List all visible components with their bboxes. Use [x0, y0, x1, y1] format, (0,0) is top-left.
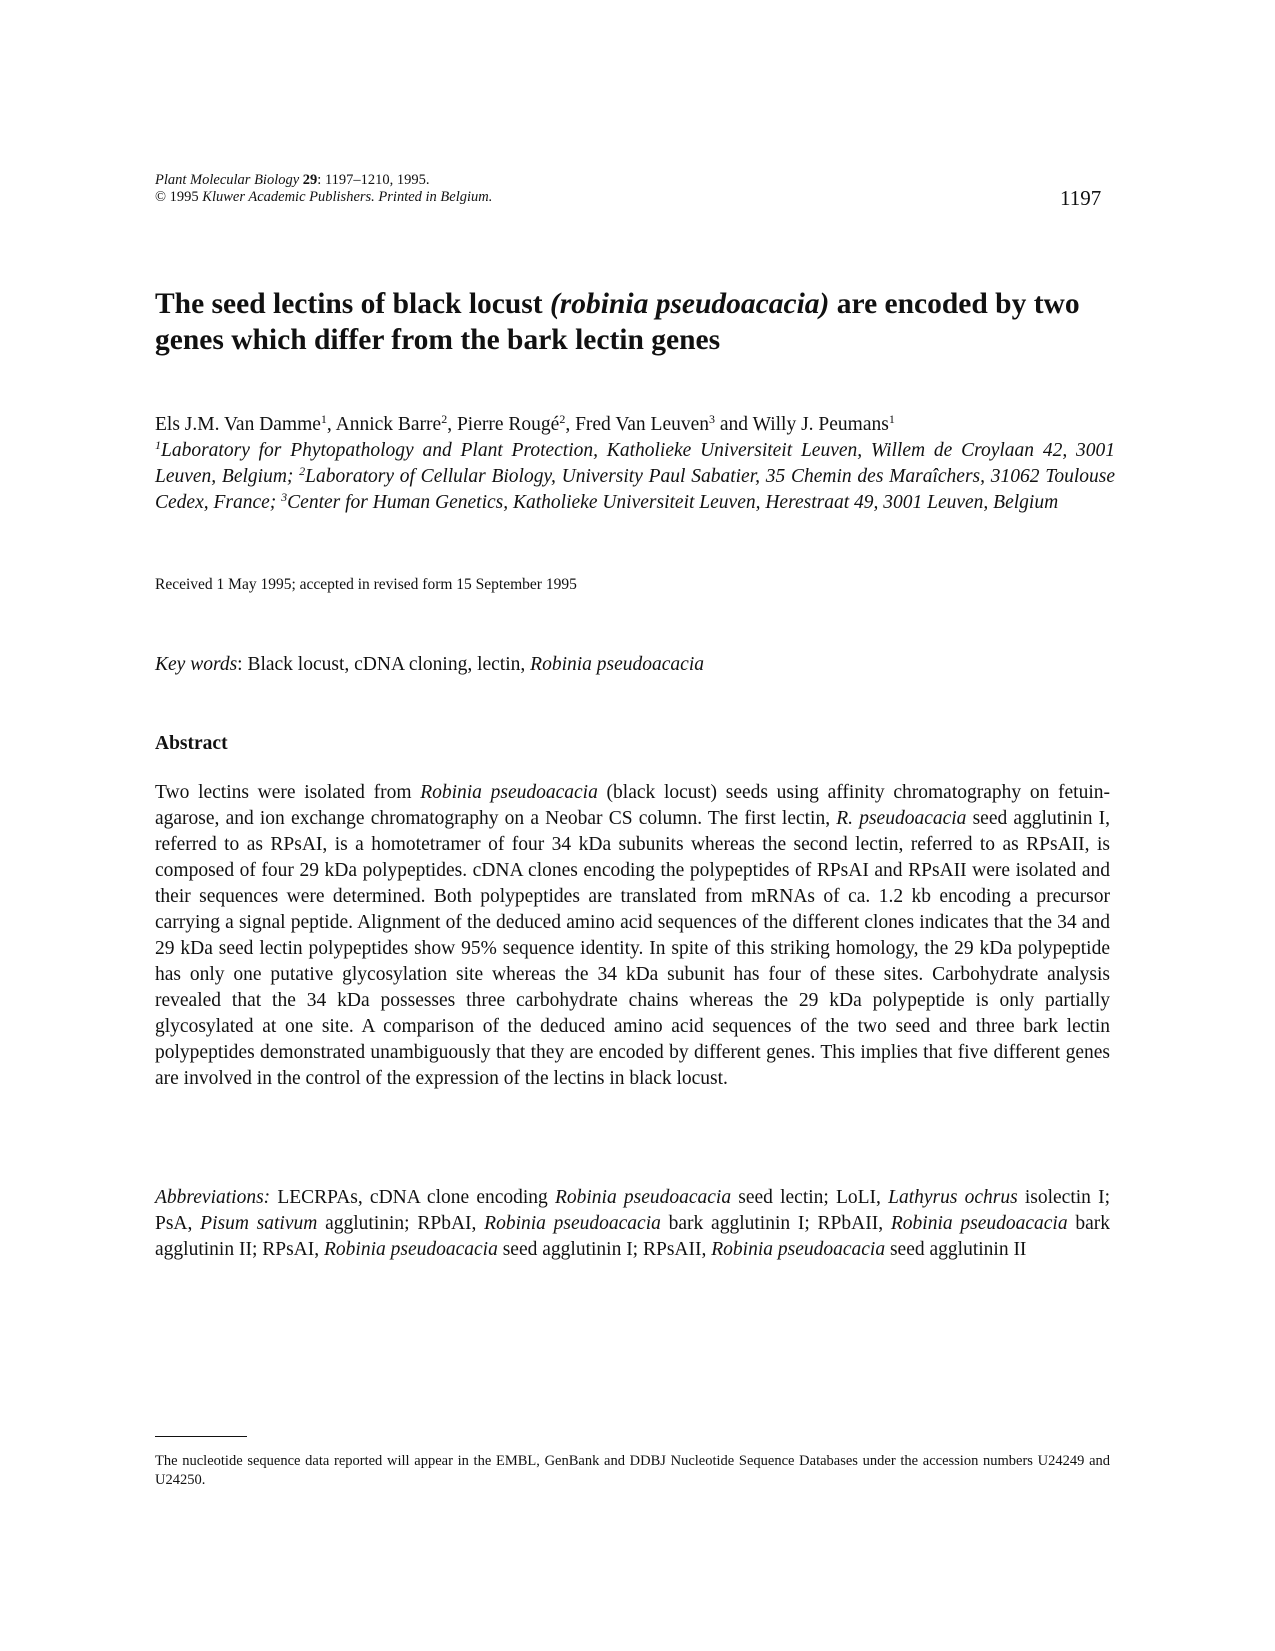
footnote: The nucleotide sequence data reported will appear in the EMBL, GenBank and DDBJ Nucleotide Sequence Databases under the accession numbers U24249 and U24250. — [155, 1453, 1110, 1488]
author-affiliation-mark: 3 — [709, 412, 716, 426]
abbreviations-text: LECRPAs, cDNA clone encoding — [270, 1187, 555, 1208]
journal-volume: 29 — [302, 172, 318, 188]
author-name: Annick Barre — [335, 414, 442, 435]
abbreviations-species: Pisum sativum — [200, 1213, 318, 1234]
abbreviations-species: Robinia pseudoacacia — [324, 1239, 498, 1260]
abstract-species: R. pseudoacacia — [836, 808, 967, 829]
abbreviations-text: bark agglutinin I; RPbAII, — [660, 1213, 891, 1234]
page-number: 1197 — [1060, 186, 1102, 210]
received-dates: Received 1 May 1995; accepted in revised form 15 September 1995 — [155, 576, 577, 593]
affiliation-text: Laboratory for Phytopathology and Plant Protection, Katholieke Universiteit Leuven, Willem de Croylaan 42, 3001 Leuven, Belgium; — [155, 440, 1115, 487]
journal-header — [155, 172, 492, 206]
abbreviations-text: bark agglutinin II; RPsAI, — [155, 1213, 1110, 1260]
author-affiliation-mark: 2 — [559, 412, 566, 426]
paper-title — [155, 286, 1115, 358]
abstract-text: seed agglutinin I, referred to as RPsAI, is a homotetramer of four 34 kDa subunits whereas the second lectin, referred to as RPsAII, is composed of four 29 kDa polypeptides. cDNA clones encoding the polypeptides of RPsAI and RPsAII were isolated and their sequences were determined. Both polypeptides are translated from mRNAs of ca. 1.2 kb encoding a precursor carrying a signal peptide. Alignment of the deduced amino acid sequences of the different clones indicates that the 34 and 29 kDa seed lectin polypeptides show 95% sequence identity. In spite of this striking homology, the 29 kDa polypeptide has only one putative glycosylation site whereas the 34 kDa subunit has four of these sites. Carbohydrate analysis revealed that the 34 kDa possesses three carbohydrate chains whereas the 29 kDa polypeptide is only partially glycosylated at one site. A comparison of the deduced amino acid sequences of the two seed and three bark lectin polypeptides demonstrated unambiguously that they are encoded by different genes. This implies that five different genes are involved in the control of the expression of the lectins in black locust. — [155, 808, 1110, 1089]
abstract-heading: Abstract — [155, 733, 228, 754]
author-affiliation-mark: 2 — [441, 412, 448, 426]
affiliation-text: Center for Human Genetics, Katholieke Universiteit Leuven, Herestraat 49, 3001 Leuven, Belgium — [287, 492, 1059, 513]
keywords-text: Black locust, cDNA cloning, lectin, — [247, 654, 531, 675]
abbreviations-species: Robinia pseudoacacia — [890, 1213, 1068, 1234]
footnote-divider — [155, 1436, 247, 1437]
author-affiliation-mark: 1 — [888, 412, 895, 426]
abstract-text: Two lectins were isolated from — [155, 782, 421, 803]
abbreviations-species: Lathyrus ochrus — [888, 1187, 1018, 1208]
author-separator: , — [447, 414, 457, 435]
author-name: Pierre Rougé — [456, 414, 560, 435]
abbreviations — [155, 1185, 1110, 1263]
author-separator: , — [565, 414, 576, 435]
copyright-line — [155, 189, 492, 206]
title-part-2: are encoded by two genes which differ from the bark lectin genes — [155, 288, 1080, 356]
author-separator: , — [326, 414, 336, 435]
title-species: (robinia pseudoacacia) — [549, 288, 830, 320]
author-name: Fred Van Leuven — [575, 414, 710, 435]
author-list — [155, 412, 1115, 438]
journal-citation — [155, 172, 492, 189]
abstract-text: (black locust) seeds using affinity chromatography on fetuin-agarose, and ion exchange chromatography on a Neobar CS column. The first lectin, — [155, 782, 1110, 829]
affiliations — [155, 438, 1115, 516]
abbreviations-text: seed agglutinin II — [885, 1239, 1027, 1260]
keywords-label: Key words — [155, 654, 238, 675]
affiliation-text: Laboratory of Cellular Biology, University Paul Sabatier, 35 Chemin des Maraîchers, 31062 Toulouse Cedex, France; — [155, 466, 1115, 513]
journal-name: Plant Molecular Biology — [155, 172, 300, 188]
copyright-symbol: © — [155, 189, 167, 205]
author-affiliation-mark: 1 — [320, 412, 327, 426]
abbreviations-text: seed agglutinin I; RPsAII, — [497, 1239, 712, 1260]
affiliation-mark: 2 — [299, 464, 306, 478]
copyright-year: 1995 — [169, 189, 199, 205]
keywords-colon: : — [237, 654, 248, 675]
abstract-species: Robinia pseudoacacia — [420, 782, 598, 803]
abbreviations-species: Robinia pseudoacacia — [711, 1239, 886, 1260]
author-separator: and — [715, 414, 753, 435]
abbreviations-label: Abbreviations: — [155, 1187, 271, 1208]
abstract-body — [155, 780, 1110, 1092]
affiliation-mark: 1 — [155, 438, 161, 452]
keywords — [155, 654, 704, 676]
author-name: Els J.M. Van Damme — [155, 414, 321, 435]
affiliation-mark: 3 — [281, 490, 288, 504]
abbreviations-species: Robinia pseudoacacia — [554, 1187, 732, 1208]
abbreviations-text: seed lectin; LoLI, — [731, 1187, 889, 1208]
abbreviations-text: isolectin I; PsA, — [155, 1187, 1110, 1234]
journal-pages-year: : 1197–1210, 1995. — [317, 172, 430, 188]
abbreviations-species: Robinia pseudoacacia — [484, 1213, 661, 1234]
author-name: Willy J. Peumans — [752, 414, 889, 435]
publisher: Kluwer Academic Publishers. Printed in Belgium. — [202, 189, 493, 205]
abbreviations-text: agglutinin; RPbAI, — [317, 1213, 485, 1234]
keywords-species: Robinia pseudoacacia — [530, 654, 704, 675]
title-part-1: The seed lectins of black locust — [155, 288, 550, 320]
